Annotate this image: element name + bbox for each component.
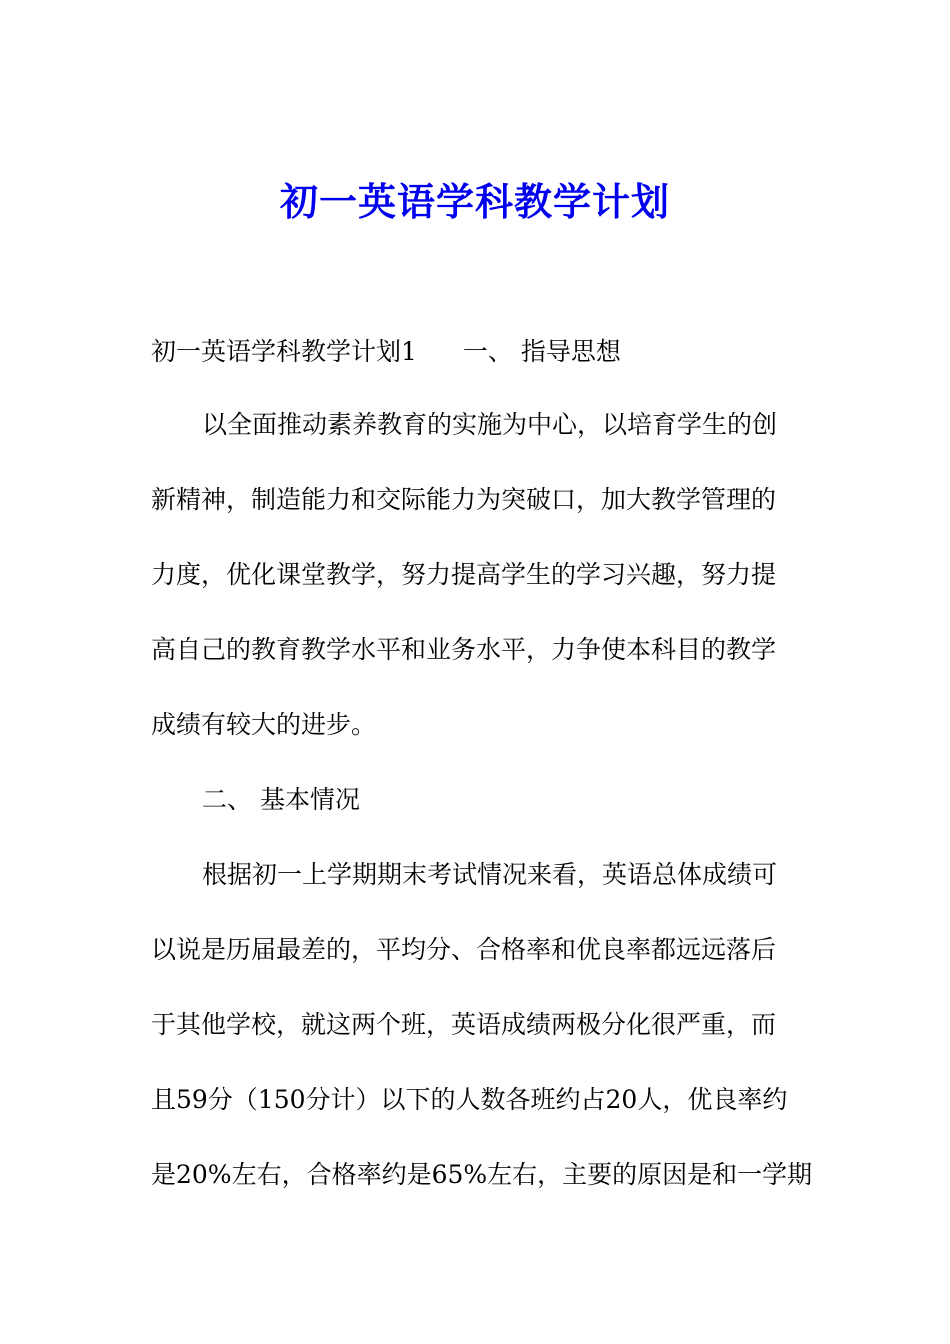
- paragraph-line: 力度，优化课堂教学，努力提高学生的学习兴趣，努力提: [151, 560, 777, 589]
- section-heading-guiding-ideology: 一、 指导思想: [462, 337, 621, 366]
- paragraph-line: 成绩有较大的进步。: [151, 710, 377, 739]
- section-heading-basic-situation: 二、 基本情况: [202, 785, 360, 814]
- paragraph-line: 根据初一上学期期末考试情况来看，英语总体成绩可: [202, 860, 778, 889]
- paragraph-line: 新精神，制造能力和交际能力为突破口，加大教学管理的: [151, 485, 777, 514]
- paragraph-line: 以全面推动素养教育的实施为中心，以培育学生的创: [202, 410, 778, 439]
- document-title: 初一英语学科教学计划: [279, 180, 670, 224]
- paragraph-line: 且59分（150分计）以下的人数各班约占20人，优良率约: [151, 1085, 788, 1114]
- paragraph-line: 于其他学校，就这两个班，英语成绩两极分化很严重，而: [151, 1010, 777, 1039]
- paragraph-line: 以说是历届最差的，平均分、合格率和优良率都远远落后: [151, 935, 777, 964]
- paragraph-line: 高自己的教育教学水平和业务水平，力争使本科目的教学: [151, 635, 777, 664]
- plan-subtitle: 初一英语学科教学计划1: [151, 337, 417, 366]
- paragraph-line: 是20%左右，合格率约是65%左右，主要的原因是和一学期: [151, 1160, 813, 1189]
- section-heading-line: [151, 332, 621, 372]
